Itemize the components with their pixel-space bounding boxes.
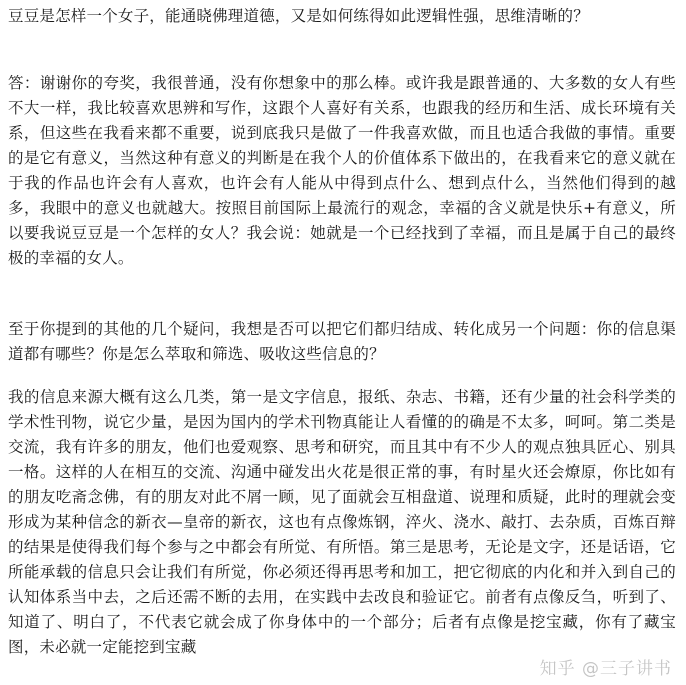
answer-paragraph-2: 我的信息来源大概有这么几类，第一是文字信息，报纸、杂志、书籍，还有少量的社会科学类的学术性刊物，说它少量，是因为国内的学术刊物真能让人看懂的的确是不太多，呵呵。第二类是交流，我有许多的朋友，他们也爱观察、思考和研究，而且其中有不少人的观点独具匠心、别具一格。这样的人在相互的交流、沟通中碰发出火花是很正常的事，有时星火还会燎原，你比如有的朋友吃斋念佛，有的朋友对此不屑一顾，见了面就会互相盘道、说理和质疑，此时的理就会变形成为某种信念的新衣—皇帝的新衣，这也有点像炼钢，淬火、浇水、敲打、去杂质，百炼百辩的结果是使得我们每个参与之中都会有所觉、有所悟。第三是思考，无论是文字，还是话语，它所能承载的信息只会让我们有所觉，你必须还得再思考和加工，把它彻底的内化和并入到自己的认知体系当中去，之后还需不断的去用，在实践中去改良和验证它。前者有点像反刍，听到了、知道了、明白了，不代表它就会成了你身体中的一个部分；后者有点像是挖宝藏，你有了藏宝图，未必就一定能挖到宝藏 bbox=[8, 388, 676, 656]
zhihu-watermark: 知乎 @三子讲书 bbox=[539, 659, 672, 679]
question-paragraph-2: 至于你提到的其他的几个疑问，我想是否可以把它们都归结成、转化成另一个问题：你的信息渠道都有哪些？你是怎么萃取和筛选、吸收这些信息的？ bbox=[8, 320, 676, 363]
answer-paragraph-1: 答：谢谢你的夸奖，我很普通，没有你想象中的那么棒。或许我是跟普通的、大多数的女人有些不大一样，我比较喜欢思辨和写作，这跟个人喜好有关系，也跟我的经历和生活、成长环境有关系，但这些在我看来都不重要，说到底我只是做了一件我喜欢做，而且也适合我做的事情。重要的是它有意义，当然这种有意义的判断是在我个人的价值体系下做出的，在我看来它的意义就在于我的作品也许会有人喜欢，也许会有人能从中得到点什么、想到点什么，当然他们得到的越多，我眼中的意义也就越大。按照目前国际上最流行的观念，幸福的含义就是快乐+有意义，所以要我说豆豆是一个怎样的女人？我会说：她就是一个已经找到了幸福，而且是属于自己的最终极的幸福的女人。 bbox=[8, 74, 676, 267]
question-heading: 豆豆是怎样一个女子，能通晓佛理道德，又是如何练得如此逻辑性强，思维清晰的？ bbox=[8, 7, 589, 25]
